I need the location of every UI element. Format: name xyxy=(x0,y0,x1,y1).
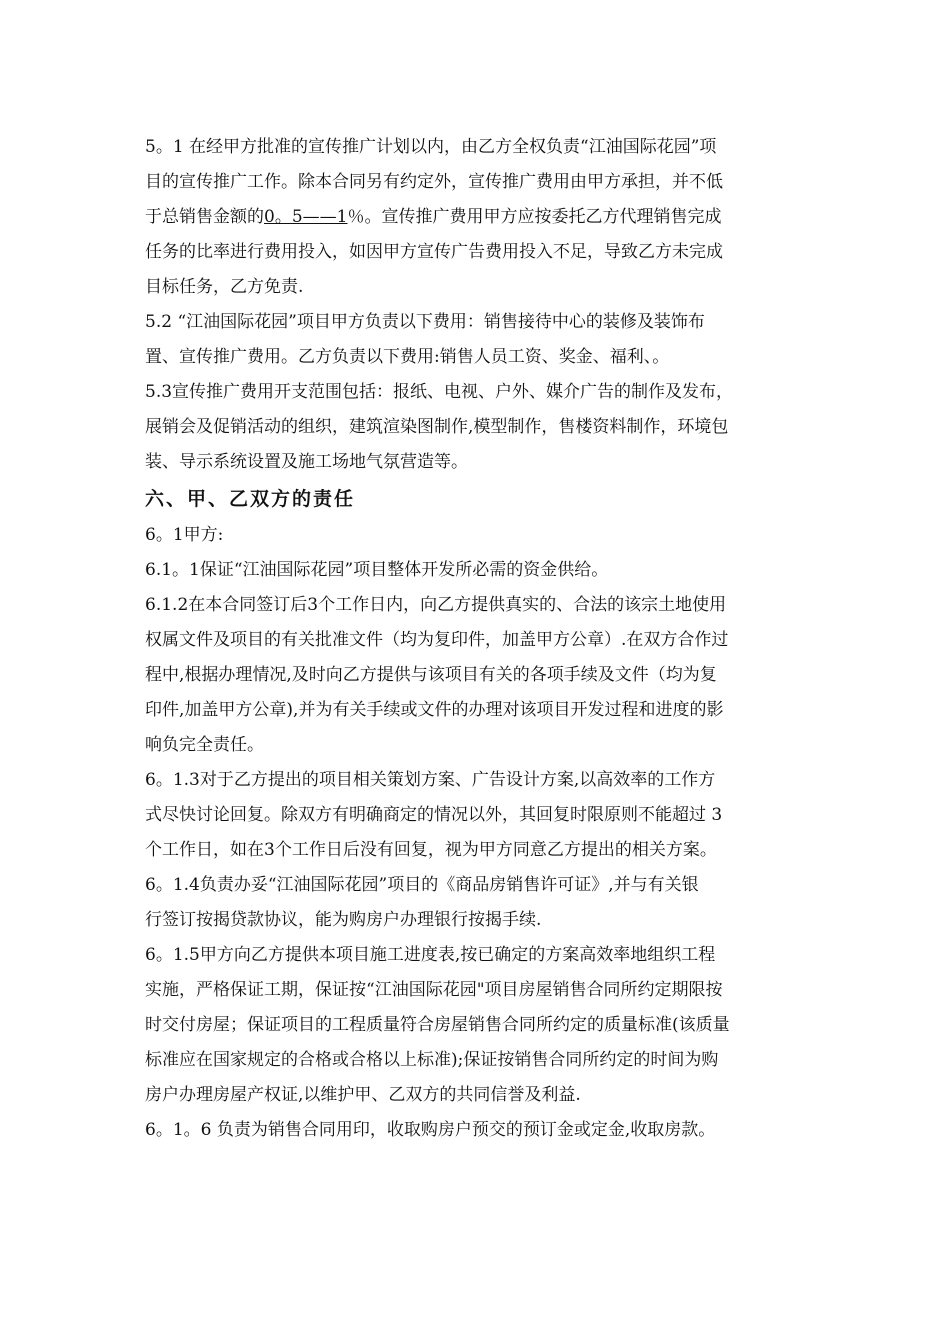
text-line: 6。1.5甲方向乙方提供本项目施工进度表,按已确定的方案高效率地组织工程 xyxy=(145,945,716,965)
text-line: 房户办理房屋产权证,以维护甲、乙双方的共同信誉及利益. xyxy=(145,1085,581,1105)
text-line: 展销会及促销活动的组织，建筑渲染图制作,模型制作，售楼资料制作，环境包 xyxy=(145,417,729,437)
clause-6-1-1 xyxy=(145,553,810,588)
section-heading-6: 六、甲、乙双方的责任 xyxy=(145,488,356,510)
text-line: 6.1。1保证“江油国际花园”项目整体开发所必需的资金供给。 xyxy=(145,560,609,580)
text-fragment: ％。宣传推广费用甲方应按委托乙方代理销售完成 xyxy=(347,207,722,227)
clause-5-2 xyxy=(145,305,810,375)
text-line: 任务的比率进行费用投入，如因甲方宣传广告费用投入不足，导致乙方未完成 xyxy=(145,242,723,262)
clause-6-1-6 xyxy=(145,1113,810,1148)
document-body xyxy=(145,130,810,1148)
text-line: 装、导示系统设置及施工场地气氛营造等。 xyxy=(145,452,468,472)
text-line: 6。1.3对于乙方提出的项目相关策划方案、广告设计方案,以高效率的工作方 xyxy=(145,770,716,790)
text-line: 置、宣传推广费用。乙方负责以下费用:销售人员工资、奖金、福利、。 xyxy=(145,347,670,367)
text-line: 式尽快讨论回复。除双方有明确商定的情况以外，其回复时限原则不能超过 3 xyxy=(145,805,723,825)
text-line: 6。1.4负责办妥“江油国际花园”项目的《商品房销售许可证》,并与有关银 xyxy=(145,875,699,895)
text-line: 时交付房屋；保证项目的工程质量符合房屋销售合同所约定的质量标准(该质量 xyxy=(145,1015,730,1035)
text-line: 程中,根据办理情况,及时向乙方提供与该项目有关的各项手续及文件（均为复 xyxy=(145,665,717,685)
text-line: 6。1。6 负责为销售合同用印，收取购房户预交的预订金或定金,收取房款。 xyxy=(145,1120,716,1140)
text-line xyxy=(145,200,810,235)
clause-5-1 xyxy=(145,130,810,305)
clause-6-1-4 xyxy=(145,868,810,938)
clause-6-1-3 xyxy=(145,763,810,868)
text-line: 5.3宣传推广费用开支范围包括：报纸、电视、户外、媒介广告的制作及发布， xyxy=(145,382,734,402)
text-line: 5。1 在经甲方批准的宣传推广计划以内，由乙方全权负责“江油国际花园”项 xyxy=(145,137,717,157)
text-line: 印件,加盖甲方公章),并为有关手续或文件的办理对该项目开发过程和进度的影 xyxy=(145,700,724,720)
text-line: 权属文件及项目的有关批准文件（均为复印件，加盖甲方公章）.在双方合作过 xyxy=(145,630,729,650)
text-line: 标准应在国家规定的合格或合格以上标准);保证按销售合同所约定的时间为购 xyxy=(145,1050,719,1070)
text-line: 行签订按揭贷款协议，能为购房户办理银行按揭手续. xyxy=(145,910,542,930)
text-line: 目的宣传推广工作。除本合同另有约定外，宣传推广费用由甲方承担，并不低 xyxy=(145,172,723,192)
text-line: 5.2 “江油国际花园”项目甲方负责以下费用：销售接待中心的装修及装饰布 xyxy=(145,312,705,332)
clause-6-1 xyxy=(145,518,810,553)
text-line: 目标任务，乙方免责. xyxy=(145,277,304,297)
text-fragment: 于总销售金额的 xyxy=(145,207,264,227)
text-line: 实施，严格保证工期，保证按“江油国际花园"项目房屋销售合同所约定期限按 xyxy=(145,980,723,1000)
text-line: 6.1.2在本合同签订后3个工作日内，向乙方提供真实的、合法的该宗土地使用 xyxy=(145,595,727,615)
clause-5-3 xyxy=(145,375,810,480)
text-line: 6。1甲方: xyxy=(145,525,224,545)
underlined-percentage: 0。5——1 xyxy=(264,207,348,227)
text-line: 响负完全责任。 xyxy=(145,735,264,755)
clause-6-1-2 xyxy=(145,588,810,763)
clause-6-1-5 xyxy=(145,938,810,1113)
text-line: 个工作日，如在3个工作日后没有回复，视为甲方同意乙方提出的相关方案。 xyxy=(145,840,717,860)
